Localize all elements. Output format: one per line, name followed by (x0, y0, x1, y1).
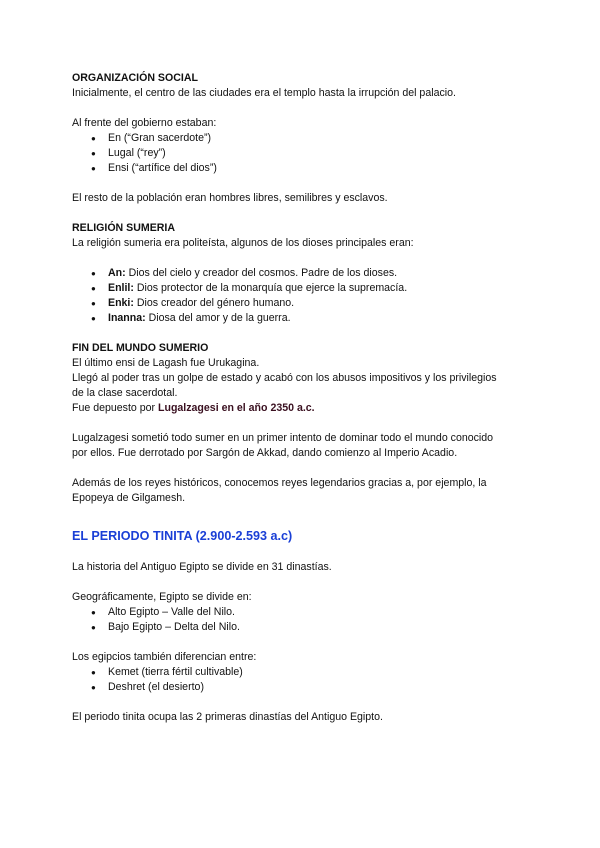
god-name: Enki: (108, 297, 134, 309)
paragraph-geo-intro: Geográficamente, Egipto se divide en: (72, 591, 252, 603)
paragraph-end-3: de la clase sacerdotal. (72, 387, 178, 399)
paragraph-religion: La religión sumeria era politeísta, algunos de los dioses principales eran: (72, 237, 414, 249)
paragraph-dynasties: La historia del Antiguo Egipto se divide en 31 dinastías. (72, 561, 332, 573)
god-desc: Diosa del amor y de la guerra. (145, 312, 291, 324)
paragraph-legend-2: Epopeya de Gilgamesh. (72, 492, 186, 504)
list-item: ● Kemet (tierra fértil cultivable) (72, 665, 542, 680)
paragraph-gov-intro: Al frente del gobierno estaban: (72, 117, 217, 129)
heading-organizacion-social: ORGANIZACIÓN SOCIAL (72, 72, 198, 84)
paragraph-lugal-2: por ellos. Fue derrotado por Sargón de Akkad, dando comienzo al Imperio Acadio. (72, 447, 458, 459)
list-item: ● En (“Gran sacerdote”) (72, 131, 542, 146)
god-desc: Dios protector de la monarquía que ejerce la supremacía. (133, 282, 408, 294)
gov-list (72, 131, 542, 176)
heading-periodo-tinita: EL PERIODO TINITA (2.900-2.593 a.c) (72, 529, 293, 543)
text-pre: Fue depuesto por (72, 402, 158, 414)
gods-list (72, 266, 542, 326)
list-item (72, 311, 542, 326)
highlight-lugalzagesi: Lugalzagesi en el año 2350 a.c. (158, 402, 315, 414)
geo-list (72, 605, 542, 635)
list-item: ● Alto Egipto – Valle del Nilo. (72, 605, 542, 620)
paragraph-legend-1: Además de los reyes históricos, conocemos reyes legendarios gracias a, por ejemplo, la (72, 477, 487, 489)
paragraph-org: Inicialmente, el centro de las ciudades era el templo hasta la irrupción del palacio. (72, 87, 456, 99)
list-item: ● Deshret (el desierto) (72, 680, 542, 695)
heading-fin-mundo-sumerio: FIN DEL MUNDO SUMERIO (72, 342, 209, 354)
document-page (72, 71, 542, 725)
god-desc: Dios creador del género humano. (133, 297, 295, 309)
god-name: Inanna: (108, 312, 146, 324)
list-item (72, 296, 542, 311)
list-item: ● Bajo Egipto – Delta del Nilo. (72, 620, 542, 635)
list-item (72, 281, 542, 296)
paragraph-end-2: Llegó al poder tras un golpe de estado y acabó con los abusos impositivos y los privilegios (72, 372, 497, 384)
diff-list (72, 665, 542, 695)
heading-religion-sumeria: RELIGIÓN SUMERIA (72, 222, 175, 234)
paragraph-final: El periodo tinita ocupa las 2 primeras dinastías del Antiguo Egipto. (72, 711, 383, 723)
god-name: Enlil: (108, 282, 134, 294)
god-name: An: (108, 267, 126, 279)
paragraph-lugal-1: Lugalzagesi sometió todo sumer en un primer intento de dominar todo el mundo conocido (72, 432, 494, 444)
paragraph-end-4 (72, 401, 542, 416)
list-item: ● Lugal (“rey”) (72, 146, 542, 161)
paragraph-rest: El resto de la población eran hombres libres, semilibres y esclavos. (72, 192, 388, 204)
list-item: ● Ensi (“artífice del dios”) (72, 161, 542, 176)
paragraph-end-1: El último ensi de Lagash fue Urukagina. (72, 357, 260, 369)
list-item (72, 266, 542, 281)
paragraph-diff-intro: Los egipcios también diferencian entre: (72, 651, 257, 663)
god-desc: Dios del cielo y creador del cosmos. Padre de los dioses. (125, 267, 398, 279)
